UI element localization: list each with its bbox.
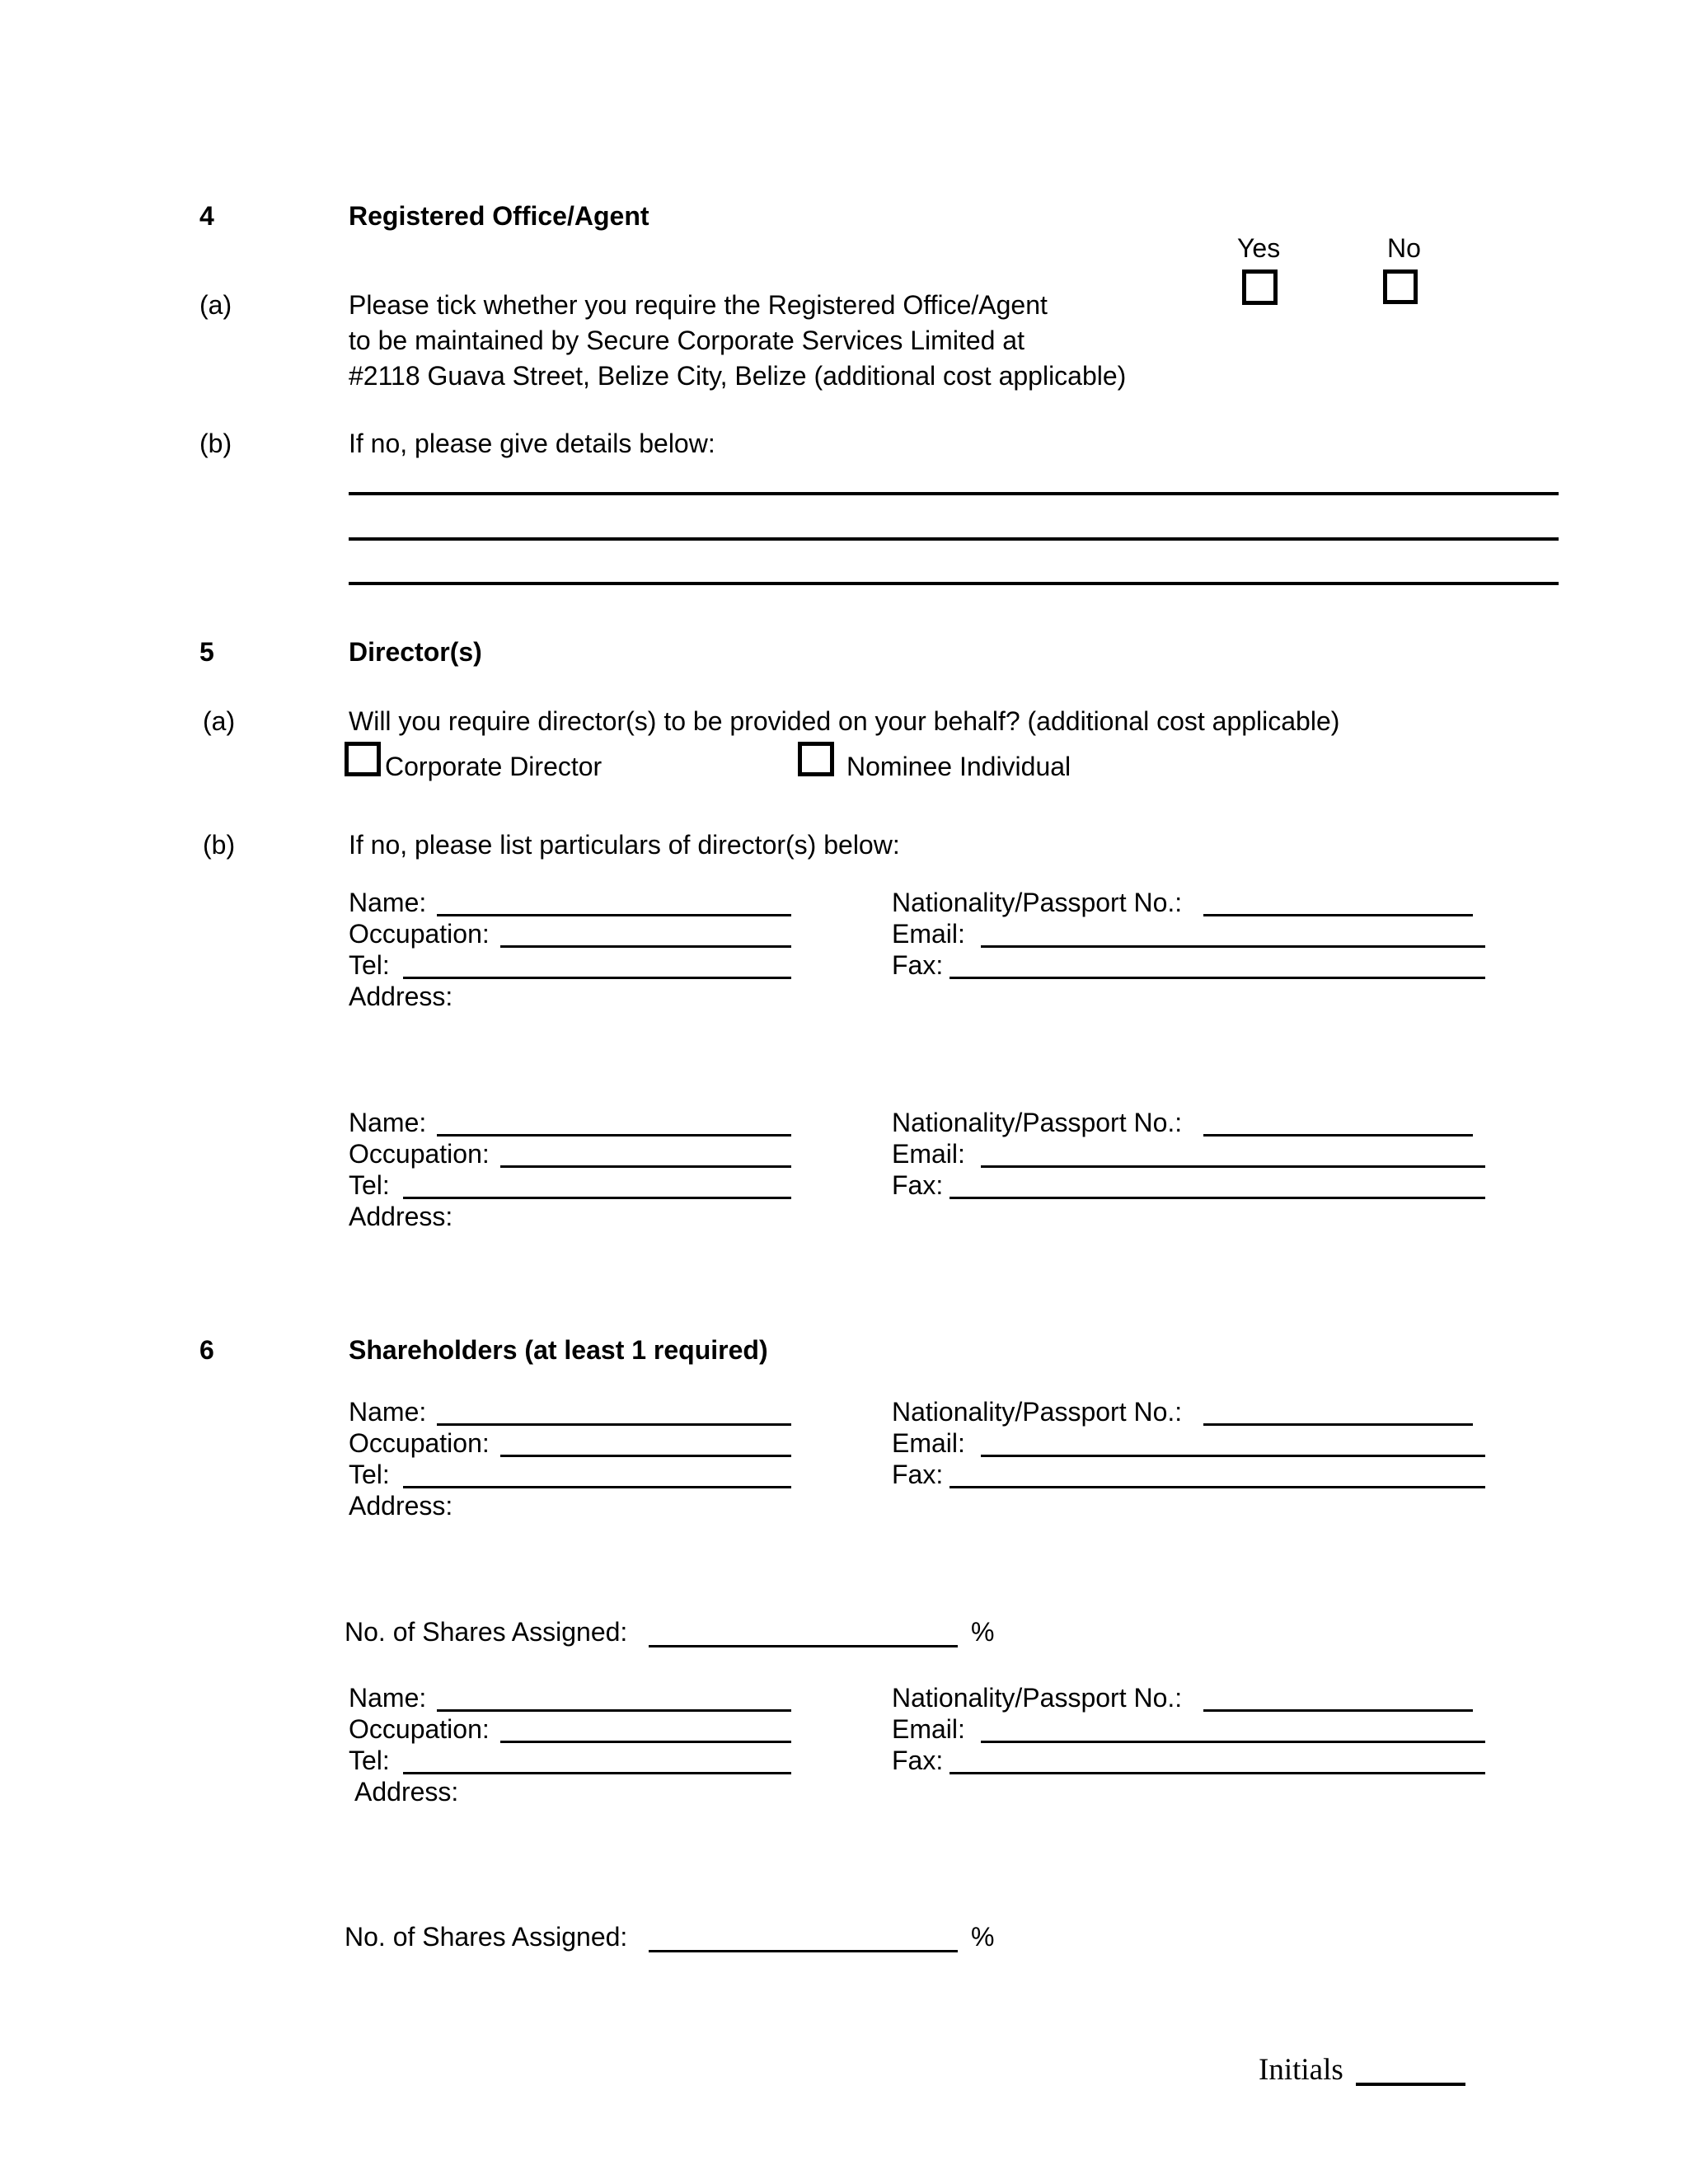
nationality-input-line[interactable] — [1203, 1134, 1473, 1137]
corporate-director-checkbox[interactable] — [345, 742, 381, 776]
tel-input-line[interactable] — [403, 1197, 791, 1199]
fax-label: Fax: — [892, 1460, 944, 1489]
fax-input-line[interactable] — [950, 1486, 1485, 1488]
name-label: Name: — [349, 1397, 427, 1427]
address-label: Address: — [349, 982, 453, 1011]
item-5a-tag: (a) — [203, 706, 236, 736]
occupation-input-line[interactable] — [500, 1165, 791, 1168]
address-label: Address: — [349, 1202, 453, 1231]
occupation-label: Occupation: — [349, 1139, 490, 1169]
shareholder-2-details — [0, 1683, 1688, 1823]
initials-label: Initials — [1259, 2053, 1343, 2087]
name-input-line[interactable] — [437, 1134, 791, 1137]
tel-label: Tel: — [349, 1746, 390, 1775]
tel-label: Tel: — [349, 1460, 390, 1489]
fax-label: Fax: — [892, 950, 944, 980]
registered-office-yes-checkbox[interactable] — [1242, 269, 1278, 305]
section-6-number: 6 — [199, 1335, 214, 1365]
director-2-details — [0, 1108, 1688, 1248]
email-input-line[interactable] — [981, 1455, 1485, 1457]
item-5b-tag: (b) — [203, 830, 236, 860]
details-input-line-3[interactable] — [349, 582, 1559, 585]
item-5b-text: If no, please list particulars of director(s) below: — [349, 830, 900, 860]
name-label: Name: — [349, 1108, 427, 1137]
section-4-title: Registered Office/Agent — [349, 201, 649, 231]
name-input-line[interactable] — [437, 1423, 791, 1426]
nominee-individual-checkbox[interactable] — [798, 742, 834, 776]
yes-label: Yes — [1237, 233, 1281, 263]
corporate-director-label: Corporate Director — [385, 752, 603, 781]
shares-assigned-input-line[interactable] — [649, 1950, 958, 1952]
registered-office-no-checkbox[interactable] — [1383, 269, 1418, 304]
occupation-input-line[interactable] — [500, 1741, 791, 1743]
item-4a-line-2: to be maintained by Secure Corporate Services Limited at — [349, 326, 1025, 355]
tel-label: Tel: — [349, 1170, 390, 1200]
item-4a-line-1: Please tick whether you require the Registered Office/Agent — [349, 290, 1048, 320]
nationality-label: Nationality/Passport No.: — [892, 1108, 1183, 1137]
nationality-label: Nationality/Passport No.: — [892, 1683, 1183, 1713]
shareholder-1-details — [0, 1397, 1688, 1537]
nominee-individual-label: Nominee Individual — [846, 752, 1071, 781]
details-input-line-1[interactable] — [349, 492, 1559, 495]
email-label: Email: — [892, 1139, 965, 1169]
initials-input-line[interactable] — [1356, 2083, 1465, 2086]
section-5-number: 5 — [199, 637, 214, 667]
item-4b-text: If no, please give details below: — [349, 429, 715, 458]
nationality-label: Nationality/Passport No.: — [892, 888, 1183, 917]
email-input-line[interactable] — [981, 1741, 1485, 1743]
address-label: Address: — [349, 1491, 453, 1521]
percent-sign: % — [971, 1617, 995, 1647]
director-1-details — [0, 888, 1688, 1028]
nationality-label: Nationality/Passport No.: — [892, 1397, 1183, 1427]
nationality-input-line[interactable] — [1203, 1709, 1473, 1712]
percent-sign: % — [971, 1922, 995, 1952]
tel-label: Tel: — [349, 950, 390, 980]
fax-input-line[interactable] — [950, 1772, 1485, 1774]
tel-input-line[interactable] — [403, 1486, 791, 1488]
occupation-input-line[interactable] — [500, 945, 791, 948]
email-label: Email: — [892, 919, 965, 949]
shares-assigned-label: No. of Shares Assigned: — [345, 1617, 628, 1647]
occupation-input-line[interactable] — [500, 1455, 791, 1457]
no-label: No — [1387, 233, 1421, 263]
shares-assigned-input-line[interactable] — [649, 1645, 958, 1647]
section-5-title: Director(s) — [349, 637, 482, 667]
item-5a-text: Will you require director(s) to be provided on your behalf? (additional cost applicable) — [349, 706, 1340, 736]
occupation-label: Occupation: — [349, 1428, 490, 1458]
name-input-line[interactable] — [437, 914, 791, 916]
email-input-line[interactable] — [981, 1165, 1485, 1168]
address-label: Address: — [354, 1777, 459, 1807]
fax-label: Fax: — [892, 1746, 944, 1775]
section-4-number: 4 — [199, 201, 214, 231]
name-label: Name: — [349, 888, 427, 917]
name-label: Name: — [349, 1683, 427, 1713]
shares-assigned-label: No. of Shares Assigned: — [345, 1922, 628, 1952]
tel-input-line[interactable] — [403, 1772, 791, 1774]
occupation-label: Occupation: — [349, 1714, 490, 1744]
nationality-input-line[interactable] — [1203, 1423, 1473, 1426]
email-label: Email: — [892, 1714, 965, 1744]
fax-input-line[interactable] — [950, 977, 1485, 979]
name-input-line[interactable] — [437, 1709, 791, 1712]
fax-input-line[interactable] — [950, 1197, 1485, 1199]
email-input-line[interactable] — [981, 945, 1485, 948]
nationality-input-line[interactable] — [1203, 914, 1473, 916]
section-6-title: Shareholders (at least 1 required) — [349, 1335, 768, 1365]
item-4a-line-3: #2118 Guava Street, Belize City, Belize (additional cost applicable) — [349, 361, 1127, 391]
item-4a-tag: (a) — [199, 290, 232, 320]
tel-input-line[interactable] — [403, 977, 791, 979]
email-label: Email: — [892, 1428, 965, 1458]
item-4b-tag: (b) — [199, 429, 232, 458]
details-input-line-2[interactable] — [349, 537, 1559, 541]
fax-label: Fax: — [892, 1170, 944, 1200]
occupation-label: Occupation: — [349, 919, 490, 949]
